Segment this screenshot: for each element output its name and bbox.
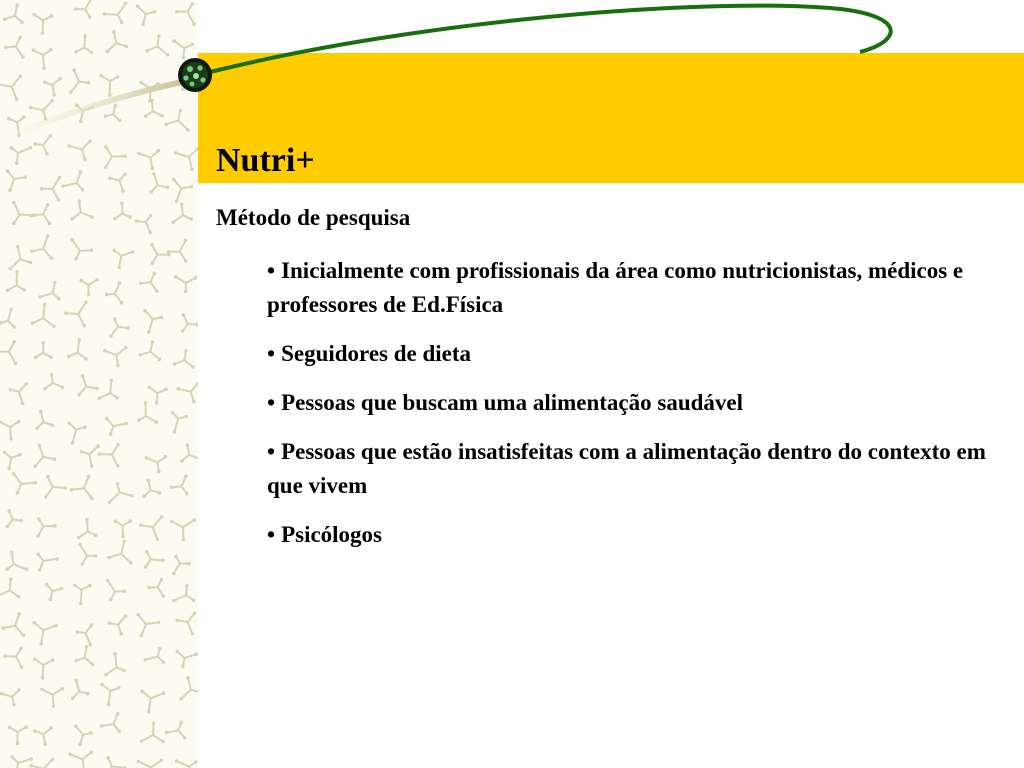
bullet-dot: • bbox=[267, 439, 276, 464]
bullet-text: Seguidores de dieta bbox=[281, 341, 472, 366]
bullet-dot: • bbox=[267, 522, 276, 547]
comet-tail bbox=[20, 82, 182, 132]
bullet-text: Psicólogos bbox=[281, 522, 383, 547]
bullet-list bbox=[267, 254, 987, 567]
bullet-dot: • bbox=[267, 258, 276, 283]
green-arc bbox=[210, 6, 891, 72]
bullet-item bbox=[267, 435, 987, 503]
slide-title: Nutri+ bbox=[216, 142, 315, 179]
bullet-dot: • bbox=[267, 341, 276, 366]
cell-sphere-icon bbox=[178, 58, 212, 92]
bullet-item bbox=[267, 386, 987, 420]
bullet-item bbox=[267, 518, 987, 552]
bullet-text: Pessoas que estão insatisfeitas com a alimentação dentro do contexto em que vivem bbox=[267, 439, 986, 498]
bullet-text: Pessoas que buscam uma alimentação saudável bbox=[281, 390, 744, 415]
bullet-text: Inicialmente com profissionais da área como nutricionistas, médicos e professores de Ed.Física bbox=[267, 258, 964, 317]
slide-subtitle: Método de pesquisa bbox=[216, 205, 411, 230]
bullet-item bbox=[267, 254, 987, 322]
bullet-item bbox=[267, 337, 987, 371]
bullet-dot: • bbox=[267, 390, 276, 415]
